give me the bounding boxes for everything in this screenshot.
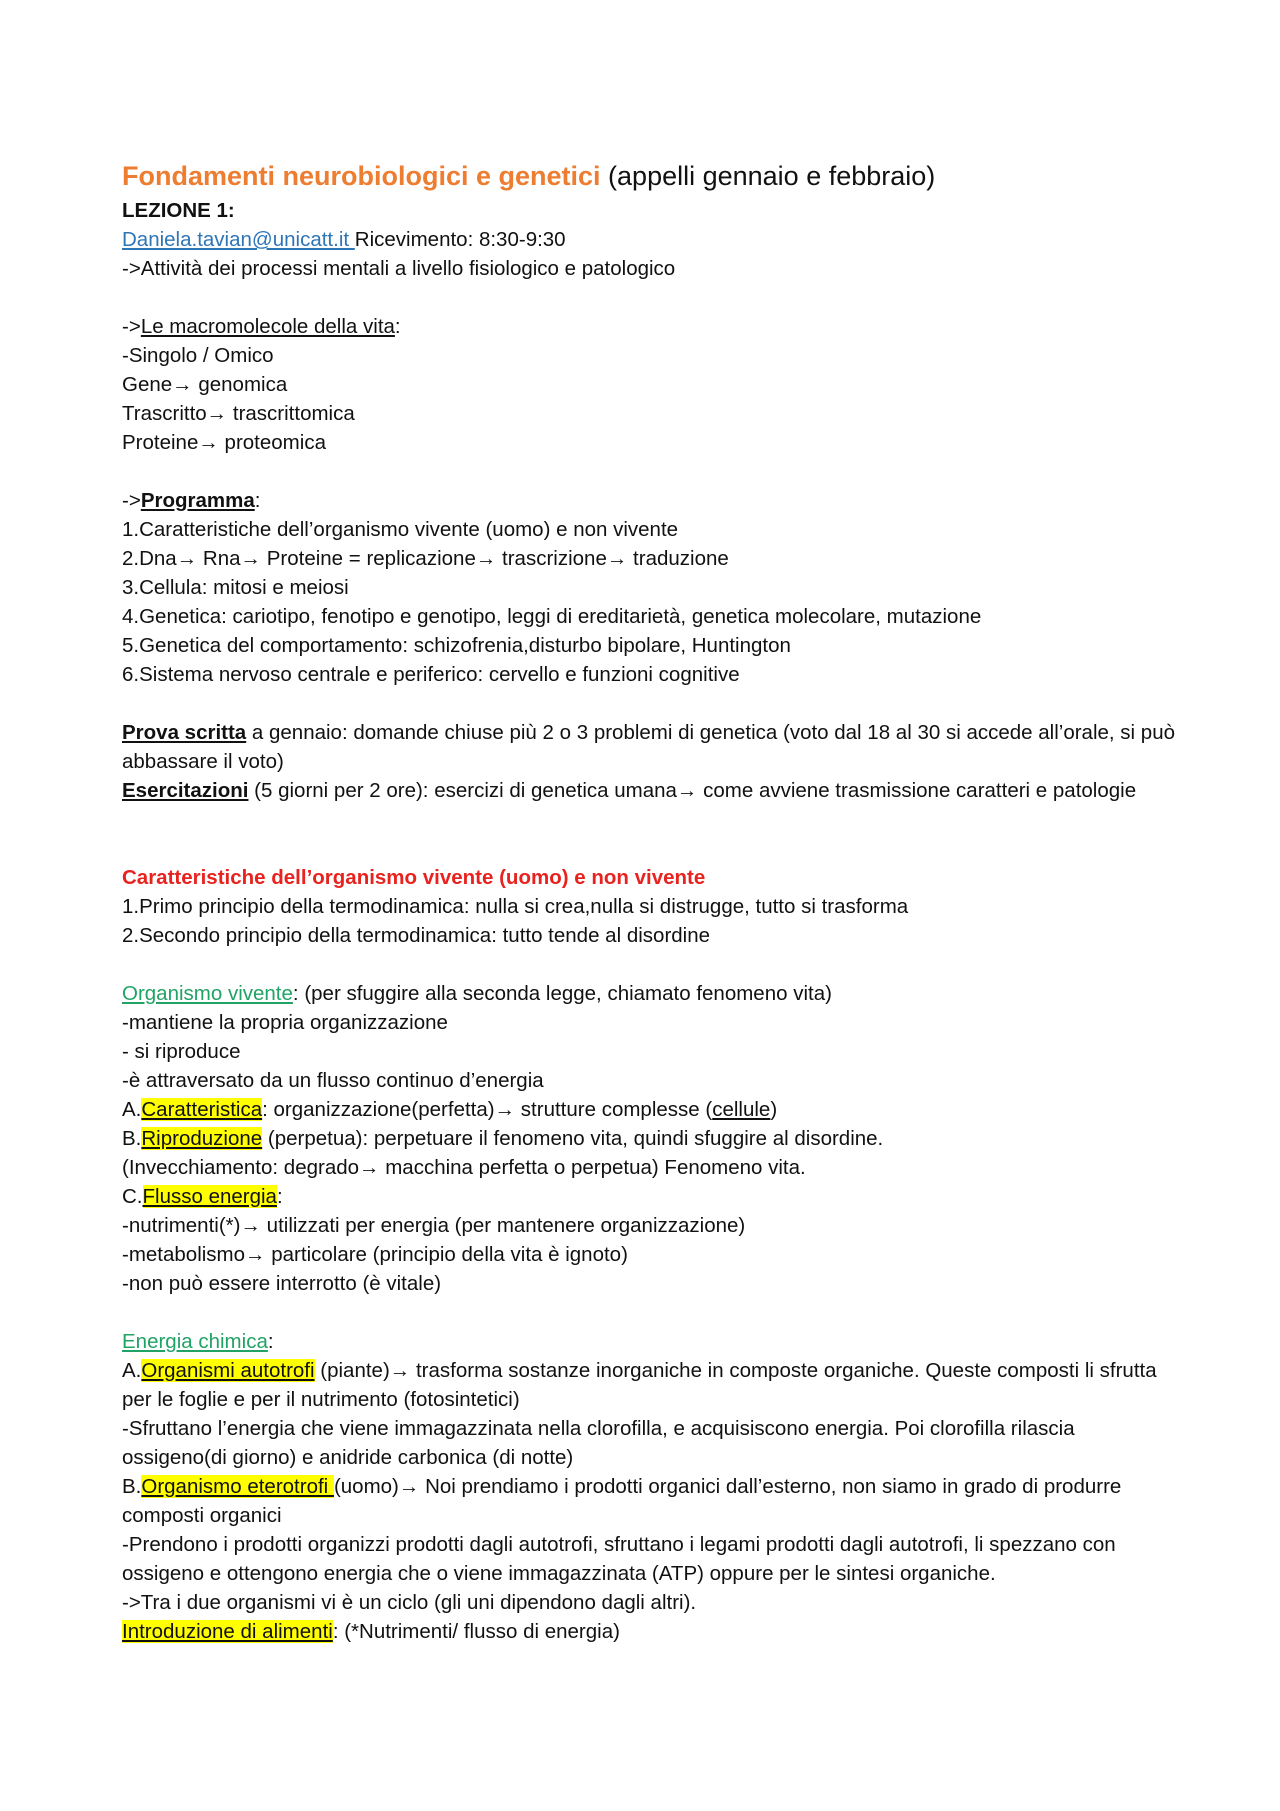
invecchiamento-b: macchina perfetta o perpetua) Fenomeno vita. xyxy=(379,1156,806,1179)
introduzione-line xyxy=(122,1617,1182,1646)
lesson-label: LEZIONE 1: xyxy=(122,199,235,222)
programma-prefix: -> xyxy=(122,489,141,512)
programma-item-2-b: Rna xyxy=(197,547,241,570)
point-b-text: (perpetua): perpetuare il fenomeno vita, quindi sfuggire al disordine. xyxy=(262,1127,884,1150)
arrow-icon: → xyxy=(176,547,198,570)
eterotrofi-more: -Prendono i prodotti organizzi prodotti dagli autotrofi, sfruttano i legami prodotti dagli autotrofi, li spezzano con ossigeno e ottengono energia che o viene immagazzinata (ATP) oppure per le sintesi organiche. xyxy=(122,1533,1116,1585)
programma-item-2-c: Proteine = replicazione xyxy=(261,547,476,570)
ciclo-line: ->Tra i due organismi vi è un ciclo (gli uni dipendono dagli altri). xyxy=(122,1591,697,1614)
termodinamica-2: 2.Secondo principio della termodinamica: tutto tende al disordine xyxy=(122,924,711,947)
energia-heading: Energia chimica xyxy=(122,1330,268,1353)
arrow-icon: → xyxy=(389,1359,411,1382)
metabolismo-a: -metabolismo xyxy=(122,1243,246,1266)
macro-item-term: Gene xyxy=(122,373,173,396)
organismo-heading-rest: : (per sfuggire alla seconda legge, chiamato fenomeno vita) xyxy=(292,982,832,1005)
autotrofi-more: -Sfruttano l’energia che viene immagazzinata nella clorofilla, e acquisiscono energia. Poi clorofilla rilascia ossigeno(di giorno) e anidride carbonica (di notte) xyxy=(122,1417,1075,1469)
section-heading-caratteristiche: Caratteristiche dell’organismo vivente (uomo) e non vivente xyxy=(122,866,706,889)
nutrimenti-b: utilizzati per energia (per mantenere organizzazione) xyxy=(260,1214,746,1237)
highlight-autotrofi: Organismi autotrofi xyxy=(141,1359,315,1382)
programma-heading: Programma xyxy=(140,489,255,512)
ricevimento-text: Ricevimento: 8:30-9:30 xyxy=(354,228,566,251)
prova-scritta-label: Prova scritta xyxy=(122,721,247,744)
programma-item-2 xyxy=(122,544,1182,573)
macro-item-def: genomica xyxy=(192,373,288,396)
highlight-riproduzione: Riproduzione xyxy=(141,1127,263,1150)
organismo-heading: Organismo vivente xyxy=(122,982,293,1005)
point-prefix: A. xyxy=(122,1098,142,1121)
autotrofi-text: (piante) xyxy=(314,1359,390,1382)
macro-item-gene xyxy=(122,370,1182,399)
programma-item-2-a: 2.Dna xyxy=(122,547,177,570)
invecchiamento-line xyxy=(122,1153,1182,1182)
introduzione-text: : (*Nutrimenti/ flusso di energia) xyxy=(332,1620,620,1643)
title-sub: (appelli gennaio e febbraio) xyxy=(600,161,936,191)
arrow-icon: → xyxy=(475,547,497,570)
macro-item-term: Proteine xyxy=(122,431,199,454)
organismo-line-2: - si riproduce xyxy=(122,1040,241,1063)
esercitazioni-label: Esercitazioni xyxy=(122,779,249,802)
point-prefix: B. xyxy=(122,1127,142,1150)
programma-item-1: 1.Caratteristiche dell’organismo vivente (uomo) e non vivente xyxy=(122,518,679,541)
metabolismo-line xyxy=(122,1240,1182,1269)
nutrimenti-a: -nutrimenti(*) xyxy=(122,1214,241,1237)
programma-item-3: 3.Cellula: mitosi e meiosi xyxy=(122,576,349,599)
contact-line xyxy=(122,225,1182,254)
cellule-underlined: cellule xyxy=(712,1098,771,1121)
organismo-point-a xyxy=(122,1095,1182,1124)
point-c-colon: : xyxy=(276,1185,283,1208)
energia-heading-line xyxy=(122,1327,1182,1356)
document-body xyxy=(122,156,1182,1646)
point-a-text2: strutture complesse ( xyxy=(515,1098,713,1121)
activity-line: ->Attività dei processi mentali a livello fisiologico e patologico xyxy=(122,257,676,280)
macro-item-def: proteomica xyxy=(218,431,326,454)
arrow-icon: → xyxy=(240,547,262,570)
point-prefix: B. xyxy=(122,1475,142,1498)
macro-heading-line xyxy=(122,312,1182,341)
arrow-icon: → xyxy=(398,1475,420,1498)
macro-colon: : xyxy=(394,315,401,338)
invecchiamento-a: (Invecchiamento: degrado xyxy=(122,1156,360,1179)
point-a-text: : organizzazione(perfetta) xyxy=(262,1098,495,1121)
eterotrofi-text2: Noi prendiamo i prodotti organici dall’esterno, non siamo in grado di produrre composti organici xyxy=(122,1475,1122,1527)
arrow-icon: → xyxy=(245,1243,266,1266)
highlight-eterotrofi: Organismo eterotrofi xyxy=(141,1475,334,1498)
eterotrofi-paragraph xyxy=(122,1472,1182,1530)
organismo-point-b xyxy=(122,1124,1182,1153)
energia-colon: : xyxy=(267,1330,274,1353)
arrow-icon: → xyxy=(494,1098,516,1121)
programma-item-2-e: traduzione xyxy=(627,547,729,570)
prova-scritta-text: a gennaio: domande chiuse più 2 o 3 problemi di genetica (voto dal 18 al 30 si accede all’orale, si può abbassare il voto) xyxy=(122,721,1175,773)
arrow-icon: → xyxy=(240,1214,261,1237)
highlight-caratteristica: Caratteristica xyxy=(141,1098,263,1121)
arrow-icon: → xyxy=(606,547,628,570)
arrow-icon: → xyxy=(198,431,219,454)
esercitazioni-text-a: (5 giorni per 2 ore): esercizi di genetica umana xyxy=(248,779,677,802)
arrow-icon: → xyxy=(359,1156,380,1179)
macro-prefix: -> xyxy=(122,315,141,338)
interrotto-line: -non può essere interrotto (è vitale) xyxy=(122,1272,442,1295)
organismo-line-3: -è attraversato da un flusso continuo d’energia xyxy=(122,1069,544,1092)
document-title xyxy=(122,156,1182,196)
autotrofi-paragraph xyxy=(122,1356,1182,1414)
arrow-icon: → xyxy=(172,373,193,396)
eterotrofi-text: (uomo) xyxy=(333,1475,399,1498)
autotrofi-text2: trasforma sostanze inorganiche in composte organiche. Queste composti li sfrutta per le foglie e per il nutrimento (fotosintetici) xyxy=(122,1359,1157,1411)
esercitazioni-text-b: come avviene trasmissione caratteri e patologie xyxy=(697,779,1137,802)
highlight-introduzione: Introduzione di alimenti xyxy=(122,1620,333,1643)
organismo-line-1: -mantiene la propria organizzazione xyxy=(122,1011,448,1034)
highlight-flusso-energia: Flusso energia xyxy=(142,1185,277,1208)
email-link[interactable]: Daniela.tavian@unicatt.it xyxy=(122,228,355,251)
macro-item-def: trascrittomica xyxy=(227,402,355,425)
programma-item-6: 6.Sistema nervoso centrale e periferico: cervello e funzioni cognitive xyxy=(122,663,740,686)
nutrimenti-line xyxy=(122,1211,1182,1240)
programma-item-4: 4.Genetica: cariotipo, fenotipo e genotipo, leggi di ereditarietà, genetica molecolare, mutazione xyxy=(122,605,982,628)
programma-item-5: 5.Genetica del comportamento: schizofrenia,disturbo bipolare, Huntington xyxy=(122,634,791,657)
point-a-close: ) xyxy=(770,1098,778,1121)
point-prefix: C. xyxy=(122,1185,143,1208)
organismo-heading-line xyxy=(122,979,1182,1008)
arrow-icon: → xyxy=(676,779,698,802)
esercitazioni-paragraph xyxy=(122,776,1182,805)
programma-item-2-d: trascrizione xyxy=(496,547,607,570)
macro-singolo: -Singolo / Omico xyxy=(122,344,274,367)
macro-heading: Le macromolecole della vita xyxy=(140,315,395,338)
point-prefix: A. xyxy=(122,1359,142,1382)
metabolismo-b: particolare (principio della vita è ignoto) xyxy=(265,1243,628,1266)
organismo-point-c xyxy=(122,1182,1182,1211)
macro-item-term: Trascritto xyxy=(122,402,207,425)
programma-colon: : xyxy=(254,489,261,512)
arrow-icon: → xyxy=(206,402,228,425)
macro-item-trascritto xyxy=(122,399,1182,428)
programma-heading-line xyxy=(122,486,1182,515)
termodinamica-1: 1.Primo principio della termodinamica: nulla si crea,nulla si distrugge, tutto si trasforma xyxy=(122,895,909,918)
prova-scritta-paragraph xyxy=(122,718,1182,776)
macro-item-proteine xyxy=(122,428,1182,457)
title-main: Fondamenti neurobiologici e genetici xyxy=(122,161,601,191)
